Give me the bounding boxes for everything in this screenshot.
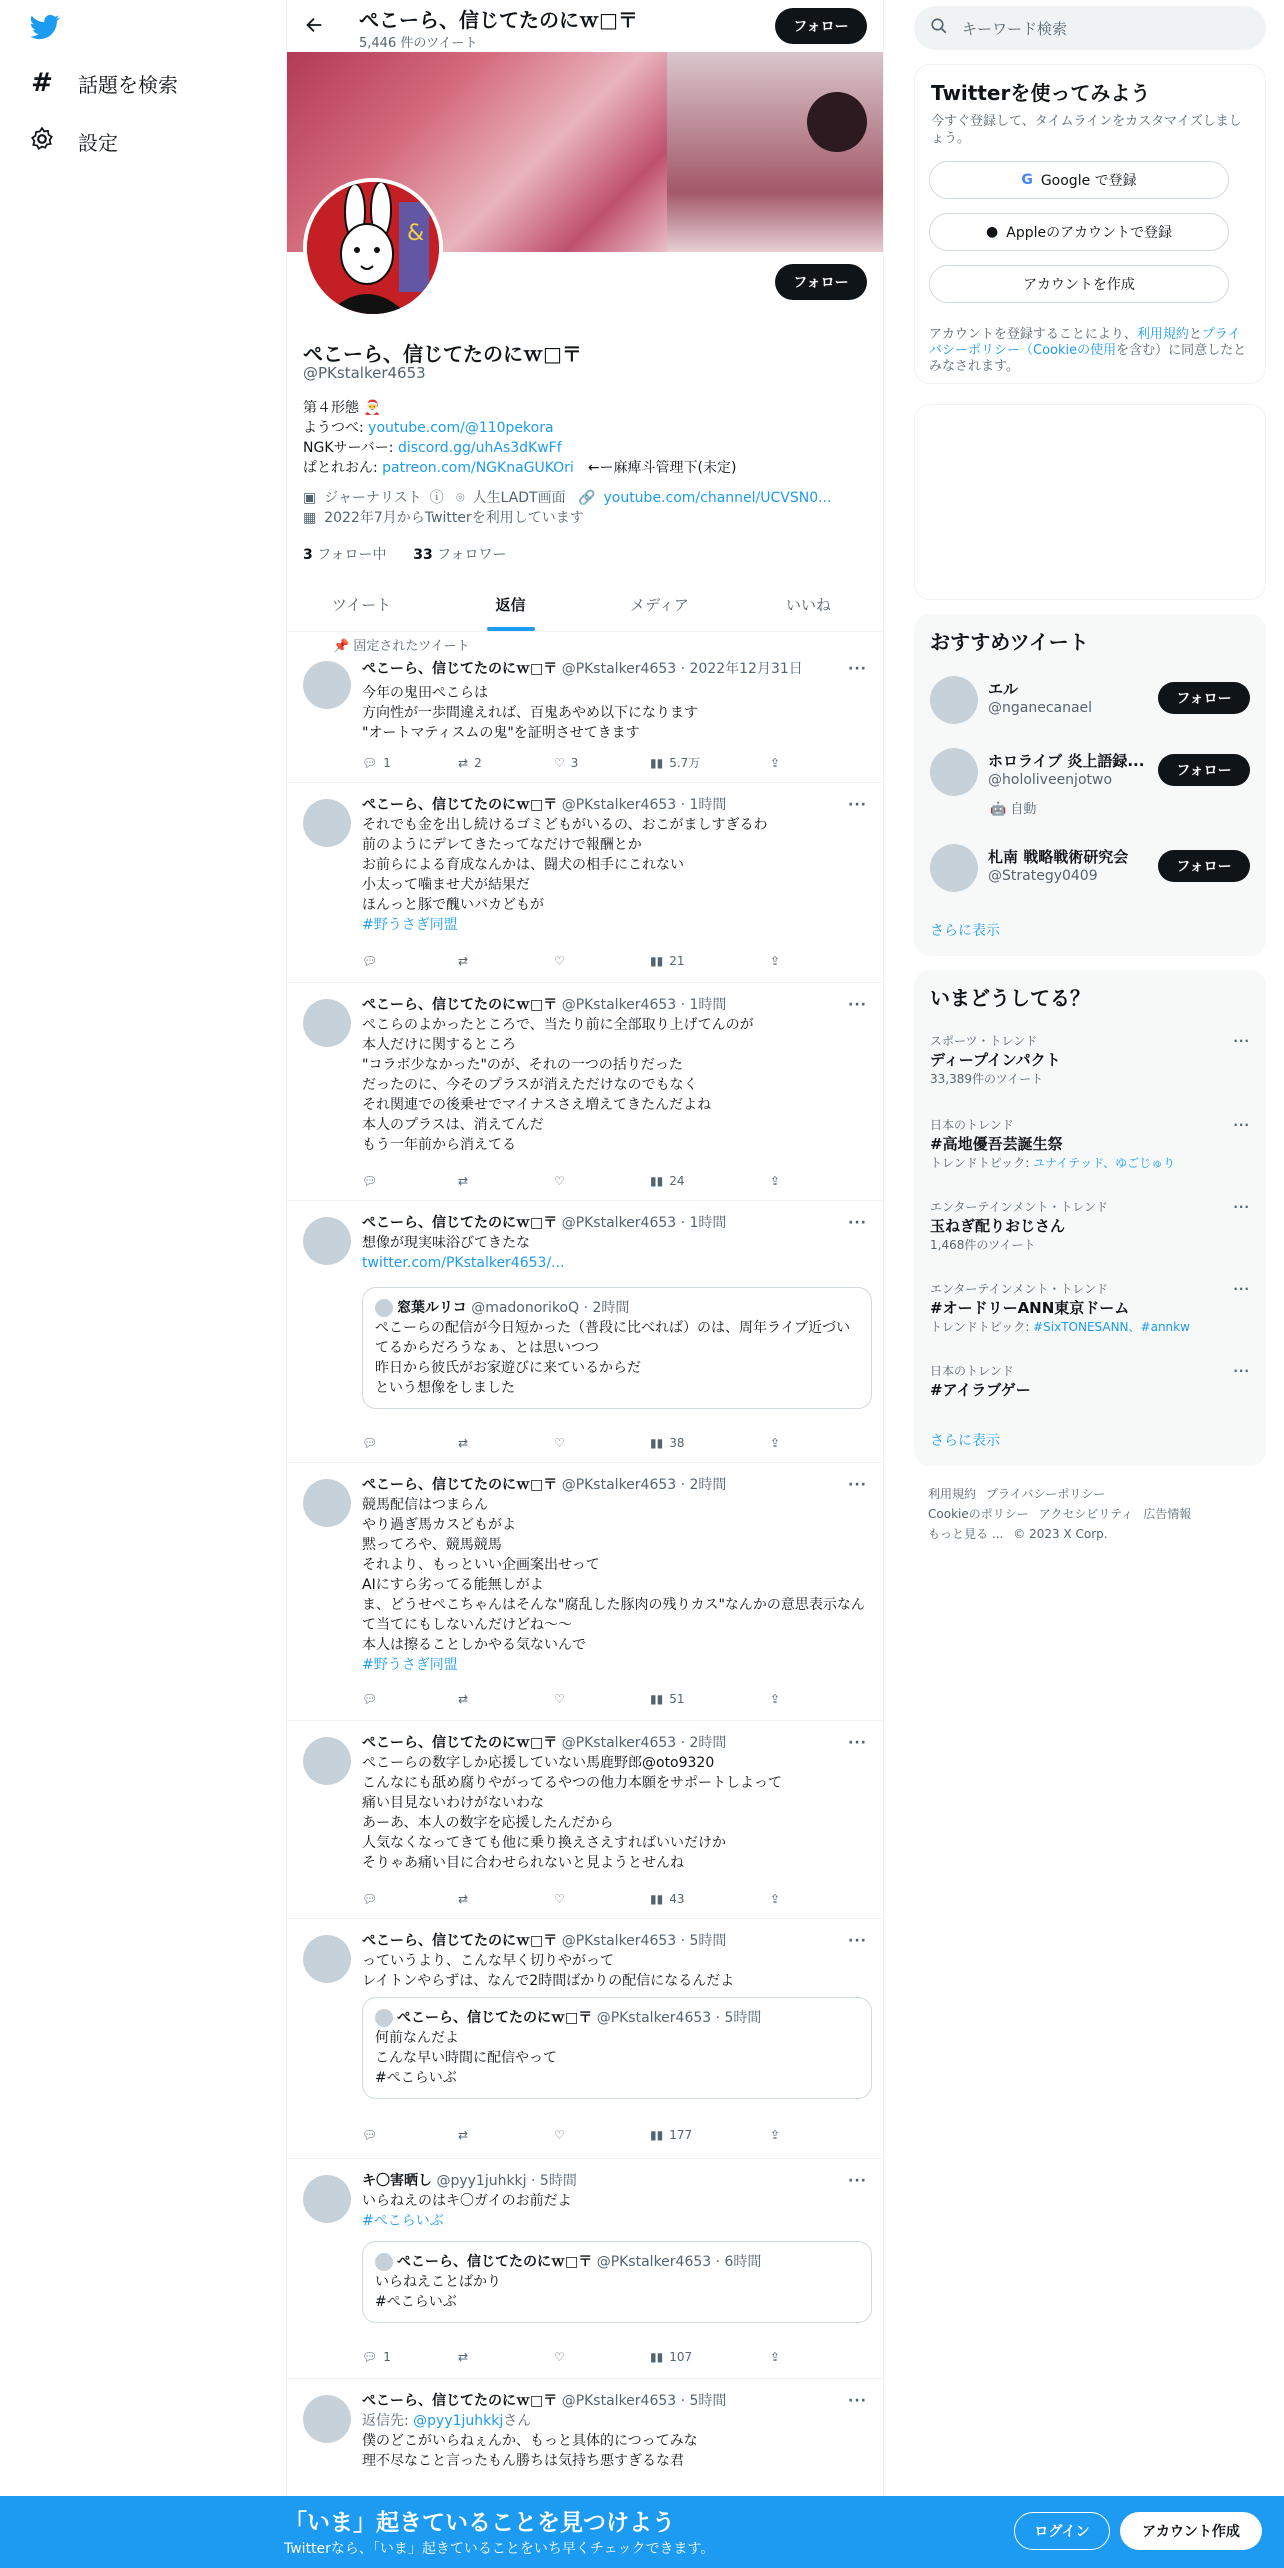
nav-settings[interactable]	[28, 126, 118, 157]
tweet-avatar[interactable]	[303, 1737, 351, 1785]
bio-youtube-link[interactable]: youtube.com/@110pekora	[368, 420, 554, 436]
recommended-handle: @hololiveenjotwo	[988, 772, 1113, 788]
bio-line: ぱとれおん: patreon.com/NGKnaGUKOri ←ー麻痺斗管理下(未定)	[303, 460, 737, 476]
more-icon[interactable]: ···	[848, 1933, 867, 1949]
footer-link[interactable]: もっと見る ...	[928, 1527, 1004, 1541]
more-icon[interactable]: ···	[848, 797, 867, 813]
tweet-author[interactable]: ぺこーら、信じてたのにｗ□〒	[362, 997, 558, 1013]
bottom-signup-bar	[0, 2496, 1284, 2568]
bio-patreon-link[interactable]: patreon.com/NGKnaGUKOri	[382, 460, 574, 476]
tweet-text: ぺこーらの数字しか応援していない馬鹿野郎@oto9320 こんなにも舐め腐りやがってるやつの他力本願をサポートしよって 痛い目見ないわけがないわな あーあ、本人の数字を応援したんだから 人気なくなってきても他に乗り換えさえすればいいだけか そりゃあ痛い目に合わせられないと見ようとせんね	[362, 1755, 782, 1871]
tweet-author[interactable]: ぺこーら、信じてたのにｗ□〒	[362, 1215, 558, 1231]
recommended-follow-button[interactable]: フォロー	[1158, 850, 1250, 882]
bio-line: 第４形態 🎅	[303, 400, 381, 416]
tweet-meta: @pyy1juhkkj · 5時間	[436, 2173, 577, 2189]
header-follow-button[interactable]: フォロー	[775, 8, 867, 44]
tweet-avatar[interactable]	[303, 1935, 351, 1983]
trends-card	[914, 970, 1266, 1466]
info-icon[interactable]: ⓘ	[429, 490, 444, 506]
recommended-name: ホロライブ 炎上語録...	[988, 752, 1145, 770]
tweet-author[interactable]: ぺこーら、信じてたのにｗ□〒	[362, 661, 558, 677]
header-name: ぺこーら、信じてたのにｗ□〒	[359, 8, 638, 32]
profile-tabs	[287, 578, 883, 632]
like-icon[interactable]: ♡	[554, 1692, 565, 1706]
tweet-actions	[362, 951, 782, 971]
share-icon[interactable]: ⇪	[770, 1174, 781, 1188]
hashtag-link[interactable]: #ぺこらいぶ	[362, 2213, 444, 2229]
views-icon[interactable]: ▮▮ 107	[650, 2350, 693, 2364]
recommended-follow-button[interactable]: フォロー	[1158, 754, 1250, 786]
recommended-handle: @Strategy0409	[988, 868, 1098, 884]
views-icon[interactable]: ▮▮ 51	[650, 1692, 685, 1706]
tweet[interactable]	[287, 2159, 883, 2379]
more-icon[interactable]: ···	[848, 1477, 867, 1493]
trend-item[interactable]: エンターテインメント・トレンド #オードリーANN東京ドーム トレンドトピック: #SixTONESANN、#annkw ···	[930, 1282, 1250, 1334]
tweet-avatar[interactable]	[303, 1479, 351, 1527]
views-icon[interactable]: ▮▮ 38	[650, 1436, 685, 1450]
views-icon[interactable]: ▮▮ 21	[650, 954, 685, 968]
share-icon[interactable]: ⇪	[770, 1436, 781, 1450]
tweet-text: それでも金を出し続けるゴミどもがいるの、おこがましすぎるわ 前のようにデレてきたってなだけで報酬とか お前らによる育成なんかは、闘犬の相手にこれない 小太って噛ませ犬が結果だ ほんっと豚で醜いバカどもが #野うさぎ同盟	[362, 817, 768, 933]
search-icon	[930, 17, 948, 39]
reply-icon[interactable]: 💬︎	[362, 954, 378, 968]
signup-terms: アカウントを登録することにより、利用規約とプライバシーポリシー（Cookieの使用を含む）に同意したとみなされます。	[929, 327, 1247, 374]
quote-tweet[interactable]	[362, 1997, 872, 2099]
like-icon[interactable]: ♡	[554, 2350, 565, 2364]
share-icon[interactable]: ⇪	[770, 2350, 781, 2364]
tweet-author[interactable]: ぺこーら、信じてたのにｗ□〒	[362, 1933, 558, 1949]
reply-icon[interactable]: 💬︎	[362, 1174, 378, 1188]
quote-text: 何前なんだよ こんな早い時間に配信やって #ぺこらいぶ	[375, 2030, 557, 2086]
tab-media[interactable]: メディア	[630, 596, 689, 614]
retweet-icon[interactable]: ⇄	[458, 1692, 469, 1706]
search-box[interactable]	[914, 6, 1266, 50]
apple-icon: ●	[986, 224, 999, 240]
twitter-logo-icon[interactable]	[28, 12, 62, 46]
share-icon[interactable]: ⇪	[770, 954, 781, 968]
more-icon[interactable]: ···	[1233, 1282, 1250, 1296]
tweet-meta: @PKstalker4653 · 1時間	[561, 997, 727, 1013]
recommended-handle: @nganecanael	[988, 700, 1093, 716]
like-icon[interactable]: ♡	[554, 1892, 565, 1906]
tweet-text: 今年の鬼田ぺこらは 方向性が一歩間違えれば、百鬼あやめ以下になります "オートマティスムの鬼"を証明させてきます	[362, 685, 698, 741]
quote-tweet[interactable]	[362, 2241, 872, 2323]
like-icon[interactable]: ♡	[554, 1174, 565, 1188]
tweet-actions	[362, 1433, 782, 1453]
gear-icon	[28, 126, 56, 157]
following-link[interactable]: 3 フォロー中	[303, 547, 387, 563]
share-icon[interactable]: ⇪	[770, 1892, 781, 1906]
trends-show-more[interactable]: さらに表示	[930, 1433, 1000, 1449]
recommended-card	[914, 614, 1266, 956]
like-icon[interactable]: ♡	[554, 954, 565, 968]
footer-link[interactable]: Cookieのポリシー	[928, 1507, 1029, 1521]
footer-link[interactable]: 広告情報	[1143, 1507, 1192, 1521]
quote-text: いらねえことばかり #ぺこらいぶ	[375, 2274, 501, 2310]
quote-avatar	[375, 2253, 393, 2271]
quote-avatar	[375, 1299, 393, 1317]
recommended-show-more[interactable]: さらに表示	[930, 923, 1000, 939]
recommended-follow-button[interactable]: フォロー	[1158, 682, 1250, 714]
more-icon[interactable]: ···	[848, 1215, 867, 1231]
bio-discord-link[interactable]: discord.gg/uhAs3dKwFf	[397, 440, 562, 456]
trend-item[interactable]: エンターテインメント・トレンド 玉ねぎ配りおじさん 1,468件のツイート ···	[930, 1200, 1250, 1252]
profile-name: ぺこーら、信じてたのにｗ□〒	[303, 342, 582, 366]
tweet-author[interactable]: ぺこーら、信じてたのにｗ□〒	[362, 1735, 558, 1751]
signup-card	[914, 64, 1266, 384]
quote-tweet[interactable]	[362, 1287, 872, 1409]
quote-author: 窓葉ルリコ	[397, 1300, 467, 1316]
trend-item[interactable]: スポーツ・トレンド ディープインパクト 33,389件のツイート ···	[930, 1034, 1250, 1086]
quote-meta: @madonorikoQ · 2時間	[471, 1300, 630, 1316]
tweet[interactable]	[287, 1919, 883, 2159]
avatar	[930, 748, 978, 796]
signup-subtitle: 今すぐ登録して、タイムラインをカスタマイズしましょう。	[931, 114, 1242, 146]
reply-icon[interactable]: 💬︎ 1	[362, 2350, 391, 2364]
header-tweet-count: 5,446 件のツイート	[359, 36, 478, 51]
recommended-user[interactable]	[930, 748, 1250, 817]
tweet-avatar[interactable]	[303, 799, 351, 847]
tweet-text: っていうより、こんな早く切りやがって レイトンやらずは、なんで2時間ばかりの配信になるんだよ	[362, 1953, 735, 1989]
like-icon[interactable]: ♡	[554, 2128, 565, 2142]
tweet-actions	[362, 753, 782, 773]
reply-icon[interactable]: 💬︎	[362, 2128, 378, 2142]
followers-link[interactable]: 33 フォロワー	[413, 547, 507, 563]
views-icon[interactable]: ▮▮ 43	[650, 1892, 685, 1906]
share-icon[interactable]: ⇪	[770, 1692, 781, 1706]
tweet-text: 競馬配信はつまらん やり過ぎ馬カスどもがよ 黙ってろや、競馬競馬 それより、もっといい企画案出せって AIにすら劣ってる能無しがよ ま、どうせぺこちゃんはそんな"腐乱した豚肉の残りカス"なんかの意思表示なんて当てにもしないんだけどね〜〜 本人は擦ることしかやる気ないんで #野うさぎ同盟	[362, 1497, 865, 1673]
tab-replies[interactable]: 返信	[436, 578, 585, 631]
tweet-actions	[362, 2347, 782, 2367]
more-icon[interactable]: ···	[1233, 1200, 1250, 1214]
more-icon[interactable]: ···	[848, 1735, 867, 1751]
share-icon[interactable]: ⇪	[770, 756, 781, 770]
trend-item[interactable]: 日本のトレンド #アイラブゲー ···	[930, 1364, 1250, 1399]
tweet-author[interactable]: ぺこーら、信じてたのにｗ□〒	[362, 2393, 558, 2409]
svg-text:&: &	[407, 221, 425, 246]
tweet-meta: @PKstalker4653 · 1時間	[561, 797, 727, 813]
bottom-subtext: Twitterなら、「いま」起きていることをいち早くチェックできます。	[284, 2541, 715, 2557]
google-icon: G	[1021, 172, 1033, 188]
reply-icon[interactable]: 💬︎	[362, 1436, 378, 1450]
tweet-meta: @PKstalker4653 · 5時間	[561, 2393, 727, 2409]
tab-tweets[interactable]: ツイート	[331, 596, 392, 614]
profile-job: ジャーナリスト	[324, 490, 422, 506]
views-icon[interactable]: ▮▮ 177	[650, 2128, 693, 2142]
quote-author: ぺこーら、信じてたのにｗ□〒	[397, 2010, 593, 2026]
footer-link[interactable]: 利用規約	[928, 1487, 977, 1501]
recommended-name: エル	[988, 680, 1019, 698]
tweet-avatar[interactable]	[303, 1217, 351, 1265]
pinned-label: 📌 固定されたツイート	[333, 639, 470, 654]
profile-column	[286, 0, 884, 2568]
copyright: © 2023 X Corp.	[1013, 1527, 1108, 1541]
views-icon[interactable]: ▮▮ 5.7万	[650, 756, 701, 770]
tweet-meta: @PKstalker4653 · 2時間	[561, 1477, 727, 1493]
retweet-icon[interactable]: ⇄	[458, 954, 469, 968]
trend-topic-link[interactable]: ユナイテッド、ゆごじゅり	[1033, 1156, 1176, 1170]
briefcase-icon: ▣	[303, 490, 317, 506]
google-signup-button[interactable]: G Google で登録	[929, 161, 1229, 199]
back-arrow-icon[interactable]	[303, 14, 325, 40]
nav-explore-label: 話題を検索	[78, 72, 178, 97]
hashtag-link[interactable]: #野うさぎ同盟	[362, 917, 458, 933]
search-input[interactable]: キーワード検索	[962, 19, 1068, 38]
tweet-author[interactable]: キ〇害晒し	[362, 2173, 432, 2189]
empty-card	[914, 404, 1266, 600]
views-icon[interactable]: ▮▮ 24	[650, 1174, 685, 1188]
privacy-link[interactable]: プライバシーポリシー（Cookieの使用	[929, 327, 1241, 358]
tweet-meta: @PKstalker4653 · 5時間	[561, 1933, 727, 1949]
tweet-actions	[362, 1889, 782, 1909]
retweet-icon[interactable]: ⇄	[458, 1436, 469, 1450]
nav-explore[interactable]	[28, 68, 178, 98]
tweet-author[interactable]: ぺこーら、信じてたのにｗ□〒	[362, 797, 558, 813]
quote-meta: @PKstalker4653 · 6時間	[596, 2254, 762, 2270]
reply-icon[interactable]: 💬︎ 1	[362, 756, 391, 770]
profile-location: 人生LADT画面	[472, 490, 566, 506]
reply-icon[interactable]: 💬︎	[362, 1692, 378, 1706]
hashtag-link[interactable]: #野うさぎ同盟	[362, 1657, 458, 1673]
quote-text: ぺこーらの配信が今日短かった（普段に比べれば）のは、周年ライブ近づいてるからだろうなぁ、とは思いつつ 昨日から彼氏がお家遊びに来ているからだ という想像をしました	[375, 1320, 851, 1396]
like-icon[interactable]: ♡ 3	[554, 756, 579, 770]
share-icon[interactable]: ⇪	[770, 2128, 781, 2142]
hashtag-icon: #	[31, 68, 53, 98]
create-account-button[interactable]: アカウントを作成	[929, 265, 1229, 303]
recommended-user[interactable]	[930, 844, 1250, 904]
tab-likes[interactable]: いいね	[785, 596, 831, 614]
tweet-actions	[362, 1689, 782, 1709]
quote-avatar	[375, 2009, 393, 2027]
bio-line: ようつべ: youtube.com/@110pekora	[303, 420, 554, 436]
login-button[interactable]: ログイン	[1014, 2512, 1110, 2550]
profile-handle: @PKstalker4653	[303, 364, 426, 382]
profile-header-bar	[287, 0, 883, 52]
tweet[interactable]	[287, 1721, 883, 1919]
calendar-icon: ▦	[303, 510, 317, 526]
more-icon[interactable]: ···	[848, 661, 867, 677]
tweet[interactable]	[287, 633, 883, 783]
more-icon[interactable]: ···	[1233, 1364, 1250, 1378]
retweet-icon[interactable]: ⇄	[458, 2128, 469, 2142]
bottom-headline: 「いま」起きていることを見つけよう	[284, 2510, 675, 2536]
profile-follow-button[interactable]: フォロー	[775, 264, 867, 300]
quote-meta: @PKstalker4653 · 5時間	[596, 2010, 762, 2026]
retweet-icon[interactable]: ⇄ 2	[458, 756, 482, 770]
recommended-user[interactable]	[930, 676, 1250, 736]
footer-link[interactable]: アクセシビリティ	[1038, 1507, 1134, 1521]
quote-author: ぺこーら、信じてたのにｗ□〒	[397, 2254, 593, 2270]
tweet[interactable]	[287, 783, 883, 983]
tweet-actions	[362, 1171, 782, 1191]
apple-signup-button[interactable]: ● Appleのアカウントで登録	[929, 213, 1229, 251]
profile-bio	[303, 398, 736, 478]
tweet[interactable]	[287, 1201, 883, 1463]
follow-counts	[303, 544, 506, 564]
nav-settings-label: 設定	[78, 131, 118, 155]
footer-link[interactable]: プライバシーポリシー	[986, 1487, 1106, 1501]
more-icon[interactable]: ···	[848, 2173, 867, 2189]
avatar	[930, 676, 978, 724]
trends-title: いまどうしてる？	[930, 986, 1090, 1010]
automated-label: 🤖 自動	[990, 802, 1037, 817]
link-icon: 🔗	[578, 490, 596, 506]
tweet-actions	[362, 2125, 782, 2145]
trend-topic-link[interactable]: #SixTONESANN、#annkw	[1033, 1320, 1190, 1334]
more-icon[interactable]: ···	[1233, 1118, 1250, 1132]
avatar	[930, 844, 978, 892]
profile-avatar[interactable]	[303, 178, 443, 318]
trend-item[interactable]: 日本のトレンド #高地優吾芸誕生祭 トレンドトピック: ユナイテッド、ゆごじゅり ···	[930, 1118, 1250, 1170]
tweet-meta: @PKstalker4653 · 1時間	[561, 1215, 727, 1231]
retweet-icon[interactable]: ⇄	[458, 1174, 469, 1188]
footer-links	[928, 1484, 1248, 1544]
tweet-link[interactable]: twitter.com/PKstalker4653/...	[362, 1255, 565, 1271]
recommended-title: おすすめツイート	[930, 630, 1089, 654]
retweet-icon[interactable]: ⇄	[458, 2350, 469, 2364]
tweet-meta: @PKstalker4653 · 2時間	[561, 1735, 727, 1751]
tweet-avatar[interactable]	[303, 999, 351, 1047]
reply-to: 返信先: @pyy1juhkkjさん	[362, 2413, 532, 2429]
reply-to-link[interactable]: @pyy1juhkkj	[413, 2413, 504, 2429]
tweet-author[interactable]: ぺこーら、信じてたのにｗ□〒	[362, 1477, 558, 1493]
signup-title: Twitterを使ってみよう	[931, 81, 1151, 105]
recommended-name: 札南 戦略戦術研究会	[988, 848, 1129, 866]
more-icon[interactable]: ···	[848, 2393, 867, 2409]
more-icon[interactable]: ···	[1233, 1034, 1250, 1048]
like-icon[interactable]: ♡	[554, 1436, 565, 1450]
profile-website[interactable]: youtube.com/channel/UCVSN0...	[603, 490, 832, 506]
tweet-meta: @PKstalker4653 · 2022年12月31日	[561, 661, 803, 677]
tweet-avatar[interactable]	[303, 661, 351, 709]
profile-joined: 2022年7月からTwitterを利用しています	[324, 510, 584, 526]
bio-line: NGKサーバー: discord.gg/uhAs3dKwFf	[303, 440, 562, 456]
tweet-avatar[interactable]	[303, 2175, 351, 2223]
more-icon[interactable]: ···	[848, 997, 867, 1013]
tweet-avatar[interactable]	[303, 2395, 351, 2443]
tweet-text: 想像が現実味浴びてきたな twitter.com/PKstalker4653/...	[362, 1235, 565, 1271]
reply-icon[interactable]: 💬︎	[362, 1892, 378, 1906]
terms-link[interactable]: 利用規約	[1136, 327, 1189, 342]
profile-meta	[303, 488, 831, 528]
tweet[interactable]	[287, 983, 883, 1201]
tweet[interactable]	[287, 1463, 883, 1721]
retweet-icon[interactable]: ⇄	[458, 1892, 469, 1906]
tweet-text: ぺこらのよかったところで、当たり前に全部取り上げてんのが 本人だけに関するところ "コラボ少なかった"のが、それの一つの括りだった だったのに、今そのプラスが消えただけなのでもなく それ関連での後乗せでマイナスさえ増えてきたんだよね 本人のプラスは、消えてんだ もう一年前から消えてる	[362, 1017, 754, 1153]
tweet-text: 返信先: @pyy1juhkkjさん 僕のどこがいらねぇんか、もっと具体的につってみな 理不尽なこと言ったもん勝ちは気持ち悪すぎるな君	[362, 2411, 872, 2471]
signup-button[interactable]: アカウント作成	[1120, 2512, 1262, 2550]
location-icon: ⌾	[456, 490, 465, 506]
tweet-text: いらねえのはキ〇ガイのお前だよ #ぺこらいぶ	[362, 2193, 572, 2229]
